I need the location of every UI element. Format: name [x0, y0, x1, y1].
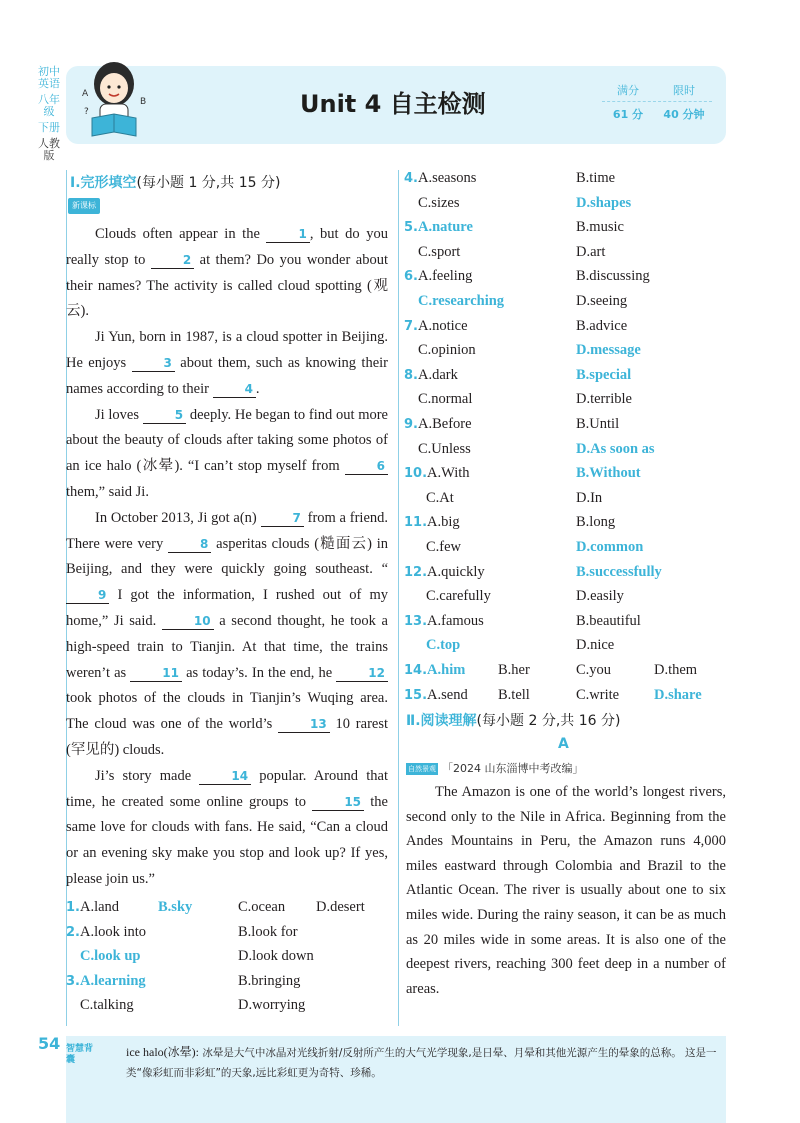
footer-note-text: 冰晕是大气中冰晶对光线折射/反射所产生的大气光学现象,是日晕、月晕和其他光源产生的晕象的总称。 这是一类“像彩虹而非彩虹”的天象,远比彩虹更为奇特、珍稀。: [126, 1047, 717, 1079]
cloze-blank-10[interactable]: 10: [162, 613, 214, 630]
question-number: 3.: [66, 973, 80, 989]
passage-text: popular. Around that time, he created some online groups to: [66, 767, 388, 810]
option-text: D.seeing: [576, 293, 628, 309]
passage-paragraph: [66, 506, 388, 764]
option-text: D.art: [576, 243, 606, 260]
reading-paragraph: The Amazon is one of the world’s longest rivers, second only to the Nile in Africa. Beginning from the Andes Mountains in Peru, the Amazon runs 4,000 miles eastward through Colombia and Brazil to the Atlantic Ocean. The river is usually about one to six miles wide. During the rainy season, it can be as much as 20 miles wide in some areas. It is also one of the deepest rivers, reaching 300 feet deep in a number of areas.: [406, 784, 726, 997]
cloze-blank-11[interactable]: 11: [130, 665, 182, 682]
section-2-heading: [406, 710, 620, 730]
option-14-d[interactable]: [654, 659, 697, 681]
option-text: C.researching: [418, 293, 505, 309]
option-8-c[interactable]: [418, 388, 472, 410]
option-15-c[interactable]: [576, 684, 619, 706]
option-15-b[interactable]: [498, 684, 530, 706]
passage-text: took photos of the clouds in Tianjin’s Wuqing area. The cloud was one of the world’s: [66, 690, 388, 733]
option-12-d[interactable]: [576, 585, 624, 607]
option-text: B.successfully: [576, 563, 662, 580]
passage-text: from a friend. There were very: [66, 509, 388, 552]
option-11-c[interactable]: [426, 536, 461, 558]
option-text: A.learning: [79, 972, 146, 989]
reading-letter: A: [558, 736, 569, 752]
option-1-c[interactable]: [238, 896, 285, 918]
option-12-b[interactable]: [576, 561, 662, 583]
option-4-a[interactable]: [404, 167, 476, 190]
question-number: 9.: [404, 417, 418, 432]
option-11-b[interactable]: [576, 511, 615, 533]
source-text: 「2024 山东淄博中考改编」: [442, 762, 584, 775]
option-text: D.nice: [576, 637, 615, 654]
option-9-b[interactable]: [576, 413, 619, 435]
option-5-d[interactable]: [576, 241, 605, 263]
passage-paragraph: [66, 222, 388, 325]
option-6-c[interactable]: [418, 290, 504, 312]
option-text: C.you: [576, 662, 612, 678]
option-3-c[interactable]: [80, 994, 134, 1016]
passage-text: Ji’s story made: [95, 767, 200, 784]
option-text: D.common: [576, 539, 644, 555]
section-1-roman: Ⅰ.: [70, 175, 81, 191]
score-divider: [602, 101, 712, 102]
option-text: B.tell: [498, 686, 530, 703]
svg-text:?: ?: [84, 107, 89, 117]
option-13-b[interactable]: [576, 610, 641, 632]
option-9-d[interactable]: [576, 438, 655, 460]
passage-text: the same love for clouds with fans. He said, “Can a cloud or an evening sky make you stop and look up? If yes, please join us.”: [66, 793, 388, 887]
passage-paragraph: [66, 764, 388, 893]
option-13-d[interactable]: [576, 634, 614, 656]
option-4-c[interactable]: [418, 192, 459, 214]
source-chip: 自然景观: [408, 765, 436, 773]
option-2-b[interactable]: [238, 921, 298, 943]
option-text: B.advice: [576, 317, 628, 334]
option-text: B.music: [576, 219, 624, 236]
option-text: A.dark: [417, 366, 458, 383]
option-14-b[interactable]: [498, 659, 530, 681]
option-5-b[interactable]: [576, 216, 624, 238]
option-3-a[interactable]: [66, 970, 146, 993]
option-text: D.look down: [238, 948, 314, 965]
question-number: 10.: [404, 466, 428, 482]
option-14-c[interactable]: [576, 659, 611, 681]
option-text: C.opinion: [418, 342, 476, 359]
option-text: C.ocean: [238, 899, 286, 915]
option-text: D.desert: [316, 899, 365, 915]
option-5-c[interactable]: [418, 241, 460, 263]
option-text: D.terrible: [576, 391, 632, 408]
svg-text:A: A: [82, 89, 89, 99]
cloze-blank-9[interactable]: 9: [66, 587, 109, 604]
option-text: C.carefully: [426, 588, 491, 605]
passage-text: about them, such as knowing their names according to their: [66, 354, 388, 397]
time-limit-value: 40 分钟: [663, 108, 705, 121]
section-1-heading: [70, 172, 280, 192]
passage-text: them,” said Ji.: [66, 483, 149, 500]
option-text: C.At: [426, 489, 454, 506]
option-text: A.land: [79, 899, 120, 915]
question-number: 2.: [66, 924, 80, 940]
option-text: C.few: [426, 539, 462, 555]
option-2-c[interactable]: [80, 945, 140, 967]
page-title: Unit 4 自主检测: [300, 90, 486, 118]
score-box: [602, 78, 712, 130]
option-text: D.share: [654, 686, 702, 703]
cloze-blank-14[interactable]: 14: [199, 768, 251, 785]
option-text: D.As soon as: [576, 440, 655, 457]
page-number: 54: [38, 1034, 61, 1053]
option-text: B.sky: [158, 899, 193, 915]
passage-text: as today’s. In the end, he: [182, 664, 337, 681]
option-text: B.Without: [576, 465, 641, 482]
question-number: 14.: [404, 663, 428, 678]
svg-text:B: B: [140, 97, 147, 107]
option-text: B.look for: [238, 923, 298, 940]
option-text: C.top: [426, 637, 461, 654]
option-text: C.Unless: [418, 440, 471, 457]
time-limit-label: 限时: [673, 84, 695, 97]
option-text: C.write: [576, 686, 620, 703]
option-7-c[interactable]: [418, 339, 476, 361]
passage-text: deeply. He began to find out more about the beauty of clouds after taking some photos of an ice halo (冰晕). “I can’t stop myself from: [66, 406, 388, 475]
cloze-blank-12[interactable]: 12: [336, 665, 388, 682]
option-text: D.In: [576, 489, 603, 506]
option-text: A.famous: [427, 612, 484, 629]
option-text: D.worrying: [238, 997, 306, 1014]
option-7-b[interactable]: [576, 315, 627, 337]
passage-text: Ji loves: [95, 406, 143, 423]
option-10-b[interactable]: [576, 462, 641, 484]
option-text: A.nature: [417, 219, 473, 236]
option-text: C.normal: [418, 391, 473, 408]
cloze-blank-3[interactable]: 3: [132, 355, 175, 372]
passage-paragraph: [66, 325, 388, 402]
option-text: A.feeling: [417, 268, 473, 285]
question-number: 8.: [404, 367, 418, 383]
option-text: A.Before: [417, 416, 472, 432]
cloze-blank-8[interactable]: 8: [168, 536, 211, 553]
option-10-d[interactable]: [576, 487, 602, 509]
option-11-a[interactable]: [404, 511, 460, 534]
question-number: 11.: [404, 515, 428, 531]
passage-text: Clouds often appear in the: [95, 226, 267, 242]
option-text: A.seasons: [417, 170, 477, 186]
option-9-a[interactable]: [404, 413, 472, 436]
cloze-blank-13[interactable]: 13: [278, 716, 330, 733]
passage-text: 10 rarest (罕见的) clouds.: [66, 716, 389, 758]
option-13-a[interactable]: [404, 610, 484, 633]
option-text: A.him: [427, 662, 466, 678]
option-5-a[interactable]: [404, 216, 473, 239]
option-text: B.special: [576, 366, 632, 383]
option-text: B.time: [576, 170, 616, 186]
option-1-d[interactable]: [316, 896, 365, 918]
footer-note: [126, 1042, 726, 1083]
option-6-a[interactable]: [404, 265, 472, 288]
option-8-d[interactable]: [576, 388, 632, 410]
passage-text: , but do you really stop to: [66, 226, 389, 268]
option-10-c[interactable]: [426, 487, 454, 509]
option-4-b[interactable]: [576, 167, 615, 189]
footer-tag: 智慧背囊: [66, 1044, 94, 1065]
option-7-d[interactable]: [576, 339, 641, 361]
option-text: B.long: [576, 514, 616, 531]
cloze-blank-7[interactable]: 7: [261, 510, 304, 527]
option-text: D.shapes: [576, 194, 632, 211]
passage-text: .: [255, 380, 260, 397]
question-number: 15.: [404, 687, 428, 703]
option-15-a[interactable]: [404, 684, 468, 707]
option-text: B.bringing: [238, 972, 301, 989]
option-6-b[interactable]: [576, 265, 650, 287]
column-divider: [398, 170, 399, 1026]
passage-text: at them? Do you wonder about their names? The activity is called cloud spotting (观云).: [66, 251, 388, 320]
question-number: 12.: [404, 564, 428, 580]
full-score-value: 61 分: [612, 108, 644, 121]
reading-source: [406, 760, 584, 776]
cloze-blank-4[interactable]: 4: [213, 381, 256, 398]
option-2-a[interactable]: [66, 921, 146, 944]
question-number: 4.: [404, 171, 418, 186]
option-11-d[interactable]: [576, 536, 643, 558]
cloze-blank-2[interactable]: 2: [151, 252, 194, 269]
passage-text: I got the information, I rushed out of my home,” Ji said.: [66, 587, 388, 629]
question-number: 7.: [404, 318, 418, 334]
option-text: B.beautiful: [576, 612, 641, 629]
girl-reading-icon: [74, 56, 154, 152]
option-2-d[interactable]: [238, 945, 314, 967]
option-text: C.talking: [80, 997, 134, 1014]
cloze-passage: [66, 222, 388, 893]
option-text: C.look up: [80, 948, 141, 965]
option-3-b[interactable]: [238, 970, 300, 992]
option-text: A.With: [427, 465, 470, 482]
option-text: B.her: [498, 662, 530, 678]
section-2-roman: Ⅱ.: [406, 713, 421, 729]
option-12-c[interactable]: [426, 585, 491, 607]
passage-text: In October 2013, Ji got a(n): [95, 509, 261, 526]
option-15-d[interactable]: [654, 684, 702, 706]
option-3-d[interactable]: [238, 994, 305, 1016]
section-1-note: (每小题 1 分,共 15 分): [136, 175, 281, 191]
question-number: 13.: [404, 613, 428, 629]
option-text: B.discussing: [576, 268, 650, 285]
option-8-a[interactable]: [404, 364, 458, 387]
volume-label: 下册: [38, 121, 60, 134]
passage-text: Ji Yun, born in 1987, is a cloud spotter in Beijing. He enjoys: [66, 329, 388, 371]
option-8-b[interactable]: [576, 364, 631, 386]
option-10-a[interactable]: [404, 462, 470, 485]
reading-passage: [406, 780, 726, 1001]
option-text: D.easily: [576, 588, 624, 605]
option-text: A.big: [427, 514, 460, 531]
option-text: A.look into: [79, 923, 147, 940]
grade-label: 八年级: [38, 93, 60, 118]
option-text: A.send: [427, 686, 468, 703]
cloze-blank-5[interactable]: 5: [143, 407, 186, 424]
full-score-label: 满分: [617, 84, 639, 97]
passage-text: asperitas clouds (糙面云) in Beijing, and they were quickly going southeast. “: [66, 535, 388, 578]
question-number: 6.: [404, 269, 418, 285]
section-1-name: 完形填空: [80, 175, 137, 191]
book-label: 初中英语: [38, 65, 60, 90]
passage-paragraph: [66, 403, 388, 506]
option-7-a[interactable]: [404, 315, 468, 338]
option-text: C.sport: [418, 243, 461, 260]
option-14-a[interactable]: [404, 659, 465, 682]
option-text: B.Until: [576, 416, 620, 432]
passage-text: a second thought, he took a high-speed train to Tianjin. At that time, the trains weren’t as: [66, 612, 388, 681]
option-text: D.them: [654, 662, 698, 678]
footer-term: ice halo(冰晕):: [126, 1045, 199, 1059]
option-1-b[interactable]: [158, 896, 192, 918]
option-13-c[interactable]: [426, 634, 460, 656]
cloze-blank-6[interactable]: 6: [345, 458, 388, 475]
option-9-c[interactable]: [418, 438, 471, 460]
section-2-name: 阅读理解: [420, 713, 477, 729]
option-text: C.sizes: [418, 194, 460, 211]
question-number: 1.: [66, 900, 80, 915]
side-strip: [38, 66, 60, 166]
option-text: A.notice: [417, 317, 468, 334]
option-text: A.quickly: [427, 563, 485, 580]
new-standard-badge: 新课标 观云: [68, 198, 100, 214]
option-4-d[interactable]: [576, 192, 631, 214]
cloze-blank-15[interactable]: 15: [312, 794, 364, 811]
option-text: D.message: [576, 342, 641, 359]
option-12-a[interactable]: [404, 561, 485, 584]
cloze-blank-1[interactable]: 1: [266, 226, 309, 243]
option-6-d[interactable]: [576, 290, 627, 312]
section-2-note: (每小题 2 分,共 16 分): [476, 713, 621, 729]
edition-label: 人教版: [38, 137, 60, 162]
option-1-a[interactable]: [66, 896, 119, 919]
question-number: 5.: [404, 220, 418, 236]
